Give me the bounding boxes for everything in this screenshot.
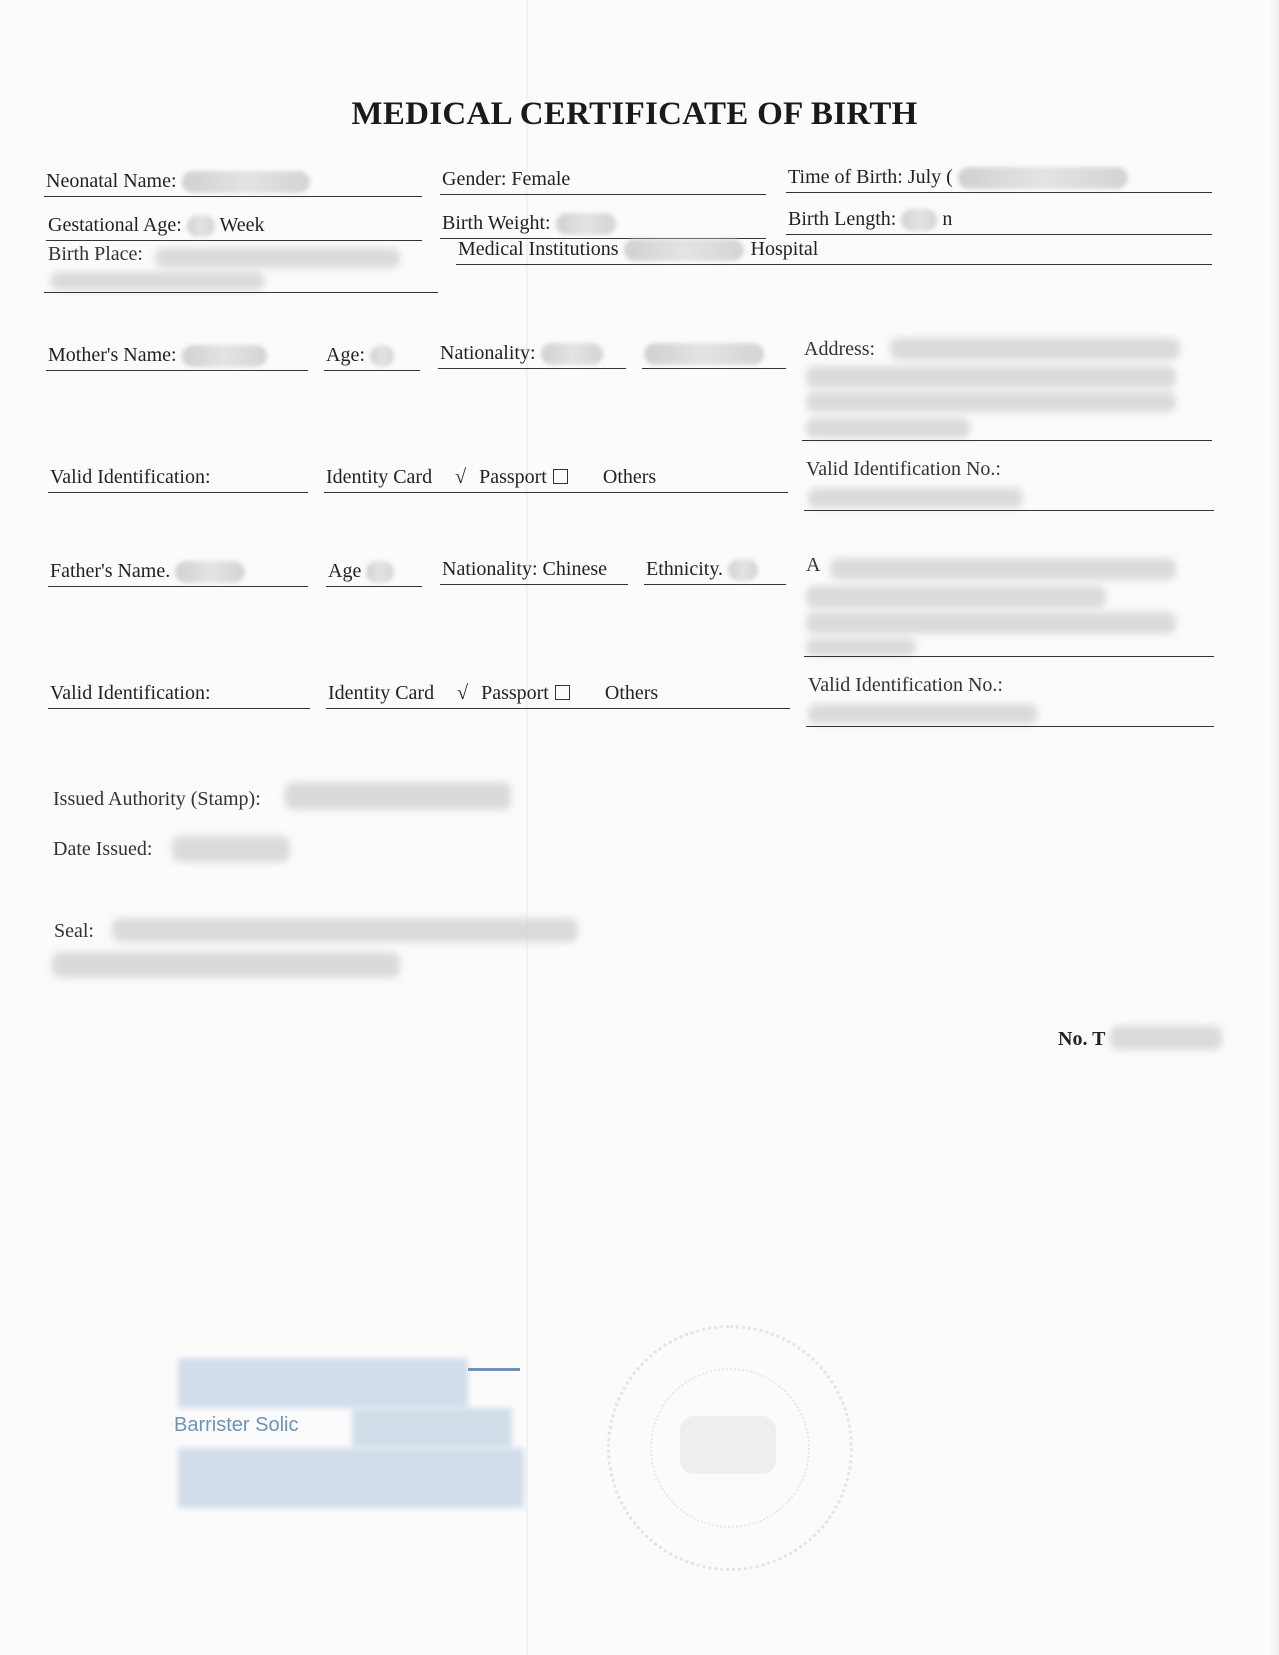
barrister-stamp xyxy=(172,1348,512,1508)
barrister-blur-3 xyxy=(178,1448,524,1508)
barrister-signature-stroke xyxy=(468,1368,520,1371)
time-of-birth-value: July ( xyxy=(907,166,953,188)
barrister-blur-1 xyxy=(178,1358,468,1408)
issued-authority-label: Issued Authority (Stamp): xyxy=(53,788,261,810)
mother-identity-card-check-icon: √ xyxy=(455,466,467,488)
mother-valid-id-label: Valid Identification: xyxy=(50,466,211,488)
father-others-option: Others xyxy=(604,682,659,704)
mother-ethnicity-field xyxy=(642,338,786,369)
father-passport-option: Passport xyxy=(481,682,549,704)
redacted-value xyxy=(728,559,758,581)
redacted-mother-address-2 xyxy=(806,366,1176,388)
mother-address-underline xyxy=(802,440,1212,441)
mother-identity-card-option: Identity Card xyxy=(326,466,433,488)
redacted-mother-id-no xyxy=(808,488,1023,508)
father-age-field xyxy=(326,556,422,587)
redacted-value xyxy=(644,343,764,365)
redacted-value xyxy=(541,343,603,365)
seal-label: Seal: xyxy=(54,920,94,942)
mother-nationality-label: Nationality: xyxy=(440,342,536,364)
certificate-number xyxy=(1058,1028,1105,1051)
redacted-father-address-3 xyxy=(806,612,1176,634)
medical-institution-suffix: Hospital xyxy=(750,238,819,260)
redacted-certificate-number xyxy=(1110,1026,1222,1050)
mother-passport-option: Passport xyxy=(479,466,547,488)
redacted-mother-address-1 xyxy=(890,338,1180,360)
redacted-father-address-4 xyxy=(806,638,916,656)
redacted-value xyxy=(958,167,1128,189)
gestational-age-label: Gestational Age: xyxy=(48,214,182,236)
barrister-blur-2 xyxy=(352,1408,512,1448)
redacted-mother-address-3 xyxy=(806,392,1176,412)
birth-length-unit: n xyxy=(942,208,953,230)
document-title: MEDICAL CERTIFICATE OF BIRTH xyxy=(351,96,918,132)
father-identity-card-option: Identity Card xyxy=(328,682,435,704)
redacted-value xyxy=(370,345,394,367)
mother-name-field xyxy=(46,340,308,371)
mother-id-no-label: Valid Identification No.: xyxy=(806,458,1001,480)
mother-nationality-field xyxy=(438,338,626,369)
father-passport-checkbox-icon xyxy=(555,685,570,700)
medical-institution-label: Medical Institutions xyxy=(458,238,619,260)
father-nationality-label: Nationality: xyxy=(442,558,538,580)
redacted-father-address-1 xyxy=(830,558,1176,580)
embossed-seal xyxy=(607,1325,853,1571)
redacted-value xyxy=(366,561,394,583)
mother-others-option: Others xyxy=(602,466,657,488)
redacted-birth-place-line2 xyxy=(50,272,265,290)
father-age-label: Age xyxy=(328,560,362,582)
redacted-birth-place-line1 xyxy=(155,248,400,268)
neonatal-name-label: Neonatal Name: xyxy=(46,170,177,192)
father-id-no-label: Valid Identification No.: xyxy=(808,674,1003,696)
embossed-seal-core xyxy=(680,1416,776,1474)
neonatal-name-field xyxy=(44,166,422,197)
redacted-seal-line1 xyxy=(112,918,578,942)
father-address-underline xyxy=(804,656,1214,657)
medical-institution-field xyxy=(456,234,1212,265)
father-valid-id-field xyxy=(48,678,310,709)
father-name-label: Father's Name. xyxy=(50,560,171,582)
father-identity-card-check-icon: √ xyxy=(457,682,469,704)
mother-passport-checkbox-icon xyxy=(553,469,568,484)
father-ethnicity-label: Ethnicity. xyxy=(646,558,724,580)
father-address-label: A xyxy=(806,554,821,576)
redacted-value xyxy=(175,561,245,583)
redacted-mother-address-4 xyxy=(806,418,970,438)
time-of-birth-field xyxy=(786,162,1212,193)
redacted-issued-authority xyxy=(285,782,511,810)
redacted-value xyxy=(556,213,616,235)
gestational-age-field xyxy=(46,210,422,241)
redacted-father-address-2 xyxy=(806,586,1106,608)
father-nationality-value: Chinese xyxy=(542,558,607,580)
redacted-value xyxy=(182,171,310,193)
redacted-value xyxy=(182,345,267,367)
birth-length-label: Birth Length: xyxy=(788,208,897,230)
barrister-text: Barrister Solic xyxy=(174,1414,299,1436)
father-ethnicity-field xyxy=(644,554,786,585)
mother-address-label: Address: xyxy=(804,338,876,360)
redacted-value xyxy=(624,239,744,261)
redacted-date-issued xyxy=(172,836,290,862)
redacted-father-id-no xyxy=(808,704,1038,724)
gender-field xyxy=(440,164,766,195)
father-id-no-underline xyxy=(806,726,1214,727)
father-id-type-field xyxy=(326,678,790,709)
date-issued-label: Date Issued: xyxy=(53,838,153,860)
gender-value: Female xyxy=(511,168,571,190)
paper-edge-shadow xyxy=(1269,0,1279,1655)
father-nationality-field xyxy=(440,554,628,585)
gender-label: Gender: xyxy=(442,168,507,190)
redacted-value xyxy=(901,209,937,231)
redacted-value xyxy=(187,215,215,237)
mother-id-type-field xyxy=(324,462,788,493)
father-valid-id-label: Valid Identification: xyxy=(50,682,211,704)
mother-valid-id-field xyxy=(48,462,308,493)
birth-place-label: Birth Place: xyxy=(48,243,143,265)
time-of-birth-label: Time of Birth: xyxy=(788,166,903,188)
mother-id-no-underline xyxy=(804,510,1214,511)
mother-age-label: Age: xyxy=(326,344,365,366)
certificate-number-label: No. T xyxy=(1058,1028,1106,1050)
mother-name-label: Mother's Name: xyxy=(48,344,177,366)
birth-length-field xyxy=(786,204,1212,235)
father-name-field xyxy=(48,556,308,587)
mother-age-field xyxy=(324,340,420,371)
redacted-seal-line2 xyxy=(52,952,400,978)
birth-weight-label: Birth Weight: xyxy=(442,212,551,234)
gestational-age-unit: Week xyxy=(219,214,265,236)
birth-place-underline xyxy=(44,292,438,293)
